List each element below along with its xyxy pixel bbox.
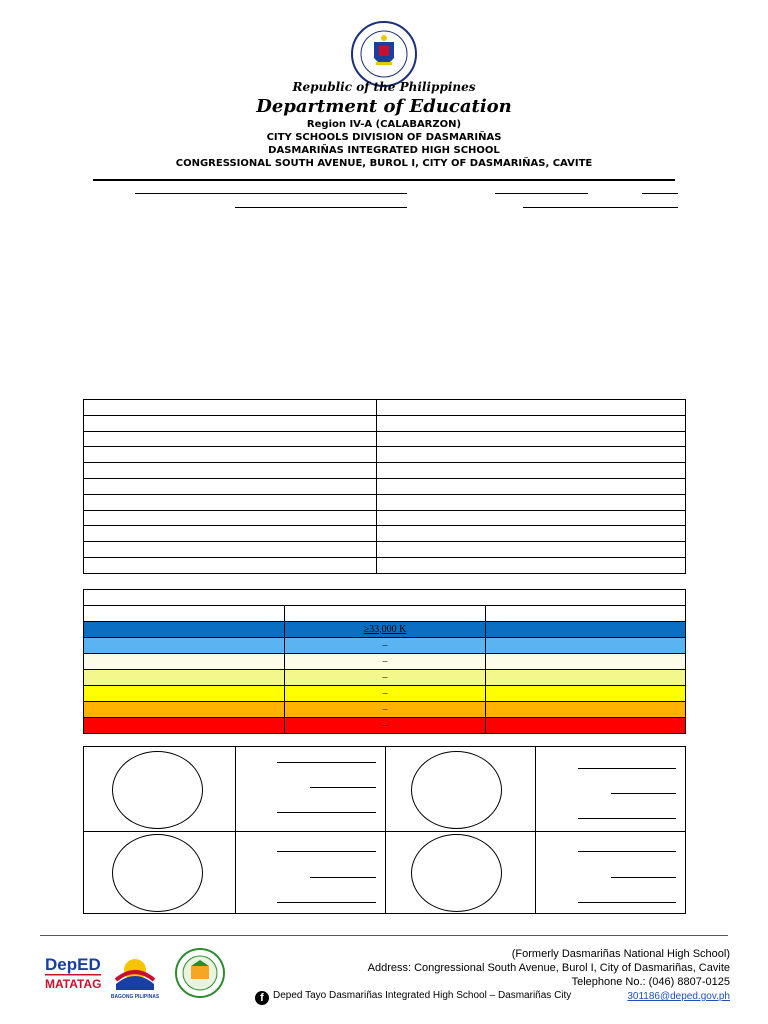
color-scale-row bbox=[84, 654, 686, 670]
svg-text:MATATAG: MATATAG bbox=[45, 977, 102, 991]
division-line: CITY SCHOOLS DIVISION OF DASMARIÑAS bbox=[266, 132, 502, 143]
signature-line bbox=[578, 818, 676, 819]
header-cell bbox=[486, 606, 686, 622]
footer-divider bbox=[40, 935, 728, 936]
grid-divider bbox=[235, 747, 236, 913]
range-cell: – bbox=[285, 654, 486, 670]
table-row bbox=[84, 463, 686, 479]
region-line: Region IV-A (CALABARZON) bbox=[306, 119, 462, 130]
signature-line bbox=[310, 787, 376, 788]
table-cell bbox=[377, 494, 686, 510]
school-address: CONGRESSIONAL SOUTH AVENUE, BUROL I, CITY OF DASMARIÑAS, CAVITE bbox=[175, 158, 593, 169]
color-cell bbox=[84, 654, 285, 670]
table-cell bbox=[377, 478, 686, 494]
table-cell bbox=[84, 494, 377, 510]
photo-circle bbox=[112, 751, 203, 829]
color-cell bbox=[84, 670, 285, 686]
color-scale-row bbox=[84, 686, 686, 702]
footer-telephone: Telephone No.: (046) 8807-0125 bbox=[571, 976, 730, 988]
range-cell: – bbox=[285, 718, 486, 734]
email-link[interactable]: 301186@deped.gov.ph bbox=[627, 991, 730, 1002]
table-cell bbox=[84, 557, 377, 573]
table-cell bbox=[84, 542, 377, 558]
color-scale-row bbox=[84, 702, 686, 718]
signature-line bbox=[310, 877, 376, 878]
color-cell bbox=[84, 718, 285, 734]
blank-line bbox=[235, 207, 407, 208]
blank-line bbox=[642, 193, 678, 194]
table-cell bbox=[377, 526, 686, 542]
table-row bbox=[84, 400, 686, 416]
description-cell bbox=[486, 638, 686, 654]
table-row bbox=[84, 557, 686, 573]
color-scale-row bbox=[84, 670, 686, 686]
color-scale-table bbox=[83, 589, 686, 734]
table-row bbox=[84, 526, 686, 542]
table-cell bbox=[377, 415, 686, 431]
table-cell bbox=[84, 510, 377, 526]
blank-line bbox=[495, 193, 588, 194]
range-cell: – bbox=[285, 638, 486, 654]
photo-circle bbox=[112, 834, 203, 912]
table-cell bbox=[84, 526, 377, 542]
table-cell bbox=[84, 447, 377, 463]
color-cell bbox=[84, 686, 285, 702]
signature-grid bbox=[83, 746, 686, 914]
blank-line bbox=[135, 193, 407, 194]
range-cell: ≥33,000 K bbox=[285, 622, 486, 638]
footer-formerly: (Formerly Dasmariñas National High School) bbox=[511, 948, 730, 960]
table-cell bbox=[84, 478, 377, 494]
grid-divider bbox=[535, 747, 536, 913]
description-cell bbox=[486, 622, 686, 638]
department-title: Department of Education bbox=[256, 96, 512, 117]
table-cell bbox=[377, 463, 686, 479]
color-cell bbox=[84, 638, 285, 654]
table-cell bbox=[377, 431, 686, 447]
facebook-icon: f bbox=[255, 991, 269, 1005]
blank-form-table bbox=[83, 399, 686, 574]
table-cell bbox=[84, 463, 377, 479]
photo-circle bbox=[411, 834, 502, 912]
header-cell bbox=[285, 606, 486, 622]
facebook-page-name: Deped Tayo Dasmariñas Integrated High School – Dasmariñas City bbox=[273, 990, 572, 1001]
footer-address: Address: Congressional South Avenue, Burol I, City of Dasmariñas, Cavite bbox=[367, 962, 730, 974]
header-divider bbox=[93, 179, 675, 181]
school-logo bbox=[173, 948, 227, 998]
table-row bbox=[84, 510, 686, 526]
blank-line bbox=[523, 207, 678, 208]
photo-circle bbox=[411, 751, 502, 829]
bagong-pilipinas-logo bbox=[110, 950, 160, 1000]
table-row bbox=[84, 447, 686, 463]
description-cell bbox=[486, 702, 686, 718]
table-row bbox=[84, 542, 686, 558]
table-row bbox=[84, 478, 686, 494]
svg-text:DepED: DepED bbox=[45, 955, 101, 974]
signature-line bbox=[277, 812, 376, 813]
table-cell bbox=[377, 400, 686, 416]
deped-matatag-logo bbox=[43, 952, 103, 994]
description-cell bbox=[486, 718, 686, 734]
header-cell bbox=[84, 606, 285, 622]
table-row bbox=[84, 431, 686, 447]
color-cell bbox=[84, 702, 285, 718]
signature-line bbox=[277, 851, 376, 852]
grid-divider bbox=[84, 831, 685, 832]
range-cell: – bbox=[285, 686, 486, 702]
school-name: DASMARIÑAS INTEGRATED HIGH SCHOOL bbox=[268, 145, 500, 156]
description-cell bbox=[486, 670, 686, 686]
table-cell bbox=[84, 415, 377, 431]
grid-divider bbox=[385, 747, 386, 913]
table-row bbox=[84, 494, 686, 510]
description-cell bbox=[486, 654, 686, 670]
table-cell bbox=[377, 510, 686, 526]
svg-text:BAGONG PILIPINAS: BAGONG PILIPINAS bbox=[110, 994, 160, 1000]
republic-heading: Republic of the Philippines bbox=[292, 80, 476, 94]
signature-line bbox=[578, 768, 676, 769]
color-scale-row bbox=[84, 718, 686, 734]
signature-line bbox=[611, 793, 676, 794]
deped-seal-logo bbox=[350, 20, 418, 88]
table-cell bbox=[377, 542, 686, 558]
signature-line bbox=[277, 902, 376, 903]
signature-line bbox=[277, 762, 376, 763]
table-cell bbox=[377, 447, 686, 463]
signature-line bbox=[611, 877, 676, 878]
table-cell bbox=[84, 431, 377, 447]
range-cell: – bbox=[285, 670, 486, 686]
table-title-row bbox=[84, 590, 686, 606]
signature-line bbox=[578, 902, 676, 903]
table-cell bbox=[84, 400, 377, 416]
color-scale-row bbox=[84, 622, 686, 638]
range-cell: – bbox=[285, 702, 486, 718]
color-scale-row bbox=[84, 638, 686, 654]
table-row bbox=[84, 415, 686, 431]
footer-facebook[interactable] bbox=[255, 990, 571, 1005]
table-header-row bbox=[84, 606, 686, 622]
description-cell bbox=[486, 686, 686, 702]
table-cell bbox=[377, 557, 686, 573]
color-cell bbox=[84, 622, 285, 638]
signature-line bbox=[578, 851, 676, 852]
